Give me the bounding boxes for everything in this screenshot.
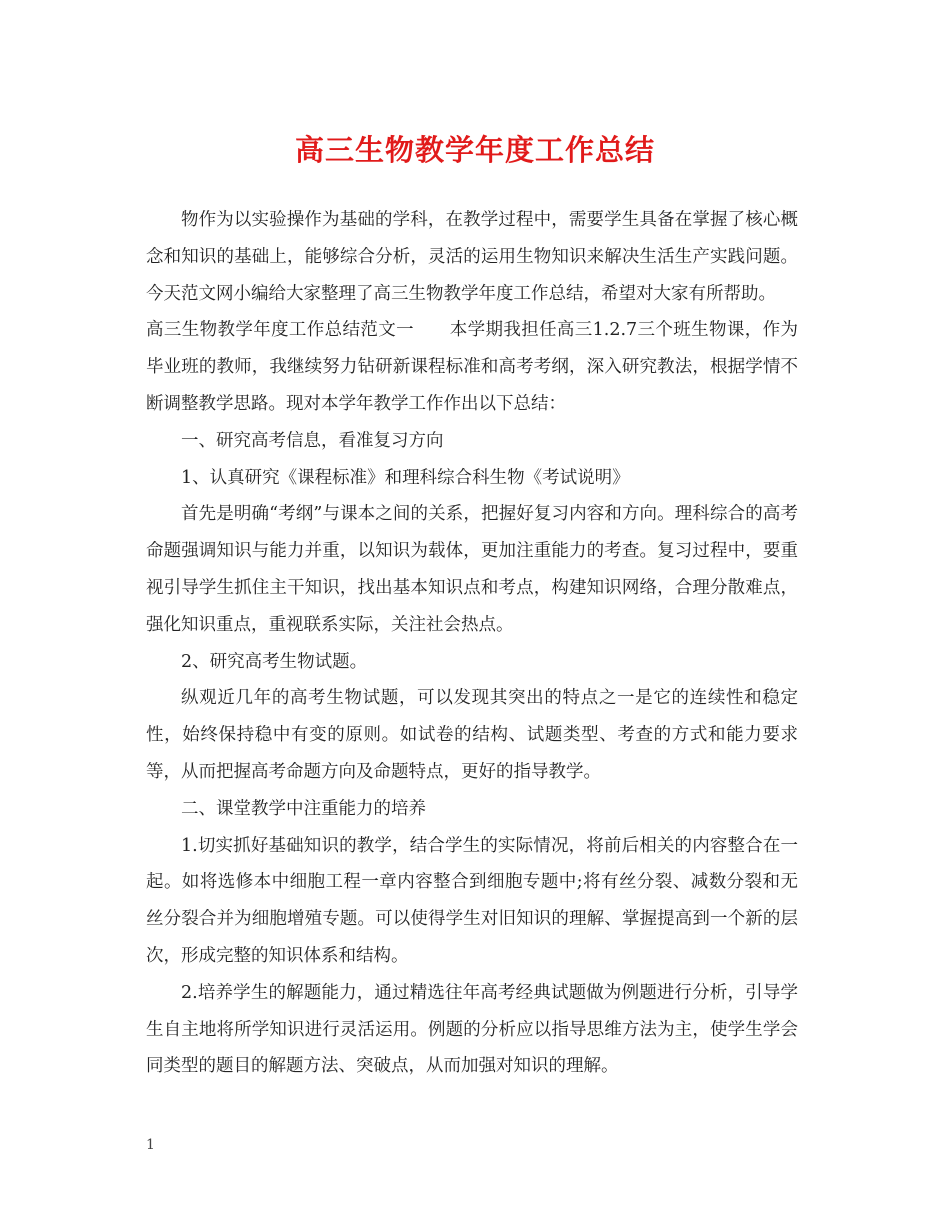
section-heading-2: 二、课堂教学中注重能力的培养	[181, 798, 426, 819]
body-paragraph: 2.培养学生的解题能力，通过精选往年高考经典试题做为例题进行分析，引导学生自主地将所学知识进行灵活运用。例题的分析应以指导思维方法为主，使学生学会同类型的题目的解题方法、突破点，从而加强对知识的理解。	[146, 982, 798, 1077]
section-heading-1: 一、研究高考信息，看准复习方向	[181, 430, 444, 451]
document-title: 高三生物教学年度工作总结	[294, 133, 655, 167]
document-body	[146, 202, 798, 1085]
body-paragraph: 1.切实抓好基础知识的教学，结合学生的实际情况，将前后相关的内容整合在一起。如将选修本中细胞工程一章内容整合到细胞专题中;将有丝分裂、减数分裂和无丝分裂合并为细胞增殖专题。可以使得学生对旧知识的理解、掌握提高到一个新的层次，形成完整的知识体系和结构。	[146, 835, 798, 966]
sample-intro-paragraph: 高三生物教学年度工作总结范文一 本学期我担任高三1.2.7三个班生物课，作为毕业班的教师，我继续努力钻研新课程标准和高考考纲，深入研究教法，根据学情不断调整教学思路。现对本学年教学工作作出以下总结：	[146, 320, 798, 414]
body-paragraph: 纵观近几年的高考生物试题，可以发现其突出的特点之一是它的连续性和稳定性，始终保持稳中有变的原则。如试卷的结构、试题类型、考查的方式和能力要求等，从而把握高考命题方向及命题特点，更好的指导教学。	[146, 688, 798, 782]
page-number: 1	[146, 1137, 155, 1153]
body-paragraph: 首先是明确“考纲”与课本之间的关系，把握好复习内容和方向。理科综合的高考命题强调知识与能力并重，以知识为载体，更加注重能力的考查。复习过程中，要重视引导学生抓住主干知识，找出基本知识点和考点，构建知识网络，合理分散难点，强化知识重点，重视联系实际，关注社会热点。	[146, 504, 798, 635]
subsection-heading-1: 1、认真研究《课程标准》和理科综合科生物《考试说明》	[181, 467, 630, 488]
subsection-heading-2: 2、研究高考生物试题。	[181, 651, 368, 672]
intro-paragraph: 物作为以实验操作为基础的学科，在教学过程中，需要学生具备在掌握了核心概念和知识的基础上，能够综合分析，灵活的运用生物知识来解决生活生产实践问题。今天范文网小编给大家整理了高三生物教学年度工作总结，希望对大家有所帮助。	[146, 210, 798, 304]
